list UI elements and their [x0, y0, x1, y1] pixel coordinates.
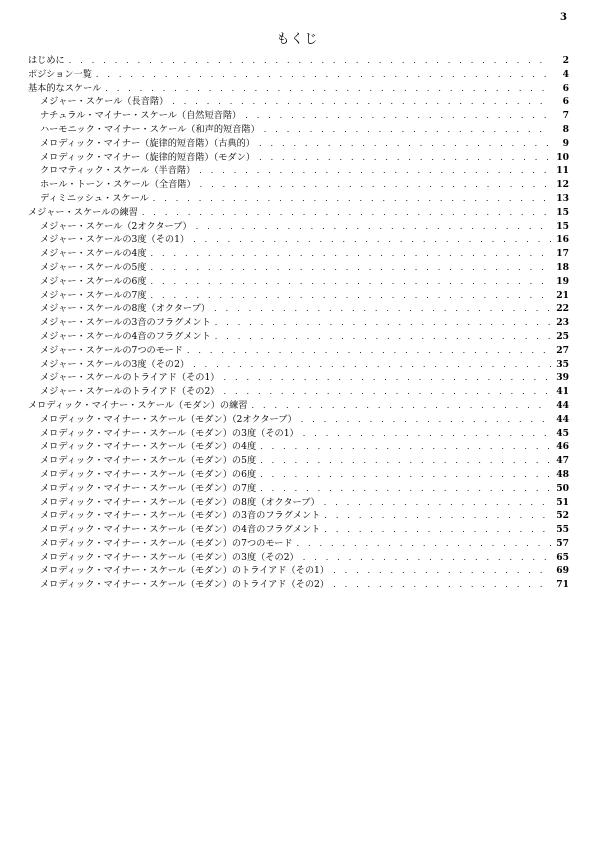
toc-entry-page-number: 51	[556, 496, 569, 508]
toc-section-entry[interactable]	[28, 82, 569, 96]
toc-entry-page-number: 22	[556, 303, 569, 315]
toc-entry-page-number: 25	[556, 330, 569, 342]
toc-section-entry[interactable]	[28, 206, 569, 220]
toc-entry-label: メロディック・マイナー・スケール（モダン）（2オクターブ）	[40, 413, 297, 425]
toc-entry-page-number: 6	[562, 82, 569, 94]
toc-dot-leader	[142, 206, 551, 220]
toc-entry-label: メジャー・スケール（長音階）	[40, 96, 169, 108]
toc-dot-leader	[297, 537, 551, 551]
toc-dot-leader	[324, 509, 551, 523]
toc-entry-label: メジャー・スケールの8度（オクターブ）	[40, 303, 211, 315]
toc-entry-label: メロディック・マイナー・スケール（モダン）の3音のフラグメント	[40, 510, 321, 522]
toc-entry-page-number: 7	[562, 110, 569, 122]
toc-section-entry[interactable]	[28, 399, 569, 413]
toc-entry-page-number: 57	[556, 537, 569, 549]
toc-section-entry[interactable]	[28, 68, 569, 82]
toc-entry-label: メジャー・スケールの3音のフラグメント	[40, 317, 211, 329]
toc-dot-leader	[260, 440, 551, 454]
toc-entry-label: メジャー・スケールの7度	[40, 289, 147, 301]
toc-entry-page-number: 16	[556, 234, 569, 246]
toc-dot-leader	[105, 82, 551, 96]
toc-subsection-entry[interactable]	[28, 233, 569, 247]
toc-subsection-entry[interactable]	[28, 385, 569, 399]
toc-subsection-entry[interactable]	[28, 220, 569, 234]
page-number: 3	[560, 12, 567, 23]
toc-dot-leader	[303, 551, 551, 565]
toc-subsection-entry[interactable]	[28, 413, 569, 427]
toc-subsection-entry[interactable]	[28, 302, 569, 316]
page-title: もくじ	[276, 32, 319, 47]
toc-entry-label: メジャー・スケールの3度（その2）	[40, 358, 190, 370]
toc-entry-label: メジャー・スケールの7つのモード	[40, 344, 183, 356]
toc-subsection-entry[interactable]	[28, 151, 569, 165]
toc-entry-page-number: 18	[556, 261, 569, 273]
toc-dot-leader	[259, 137, 551, 151]
toc-entry-page-number: 13	[556, 192, 569, 204]
toc-entry-page-number: 65	[556, 551, 569, 563]
toc-dot-leader	[151, 289, 551, 303]
toc-subsection-entry[interactable]	[28, 537, 569, 551]
toc-dot-leader	[214, 302, 551, 316]
toc-entry-page-number: 55	[556, 524, 569, 536]
toc-entry-label: メジャー・スケール（2オクターブ）	[40, 220, 192, 232]
toc-entry-label: メロディック・マイナー・スケール（モダン）の8度（オクターブ）	[40, 496, 320, 508]
toc-entry-label: ディミニッシュ・スケール	[40, 192, 149, 204]
toc-entry-page-number: 44	[556, 413, 569, 425]
toc-entry-label: ハーモニック・マイナー・スケール（和声的短音階）	[40, 123, 260, 135]
toc-entry-page-number: 71	[556, 579, 569, 591]
toc-subsection-entry[interactable]	[28, 440, 569, 454]
toc-entry-label: メジャー・スケールのトライアド（その2）	[40, 386, 220, 398]
toc-entry-page-number: 50	[556, 482, 569, 494]
toc-subsection-entry[interactable]	[28, 551, 569, 565]
toc-entry-label: メロディック・マイナー・スケール（モダン）の7度	[40, 482, 257, 494]
toc-dot-leader	[324, 523, 551, 537]
toc-entry-label: メジャー・スケールの4音のフラグメント	[40, 330, 211, 342]
toc-subsection-entry[interactable]	[28, 578, 569, 592]
toc-dot-leader	[333, 564, 551, 578]
toc-entry-label: メジャー・スケールのトライアド（その1）	[40, 372, 220, 384]
toc-dot-leader	[301, 413, 551, 427]
toc-dot-leader	[324, 496, 551, 510]
toc-dot-leader	[224, 385, 552, 399]
toc-dot-leader	[260, 482, 551, 496]
toc-subsection-entry[interactable]	[28, 344, 569, 358]
toc-entry-label: メロディック・マイナー・スケール（モダン）のトライアド（その2）	[40, 579, 330, 591]
toc-entry-label: クロマティック・スケール（半音階）	[40, 165, 196, 177]
toc-dot-leader	[172, 95, 551, 109]
toc-dot-leader	[259, 151, 551, 165]
toc-subsection-entry[interactable]	[28, 95, 569, 109]
toc-dot-leader	[252, 399, 552, 413]
toc-dot-leader	[303, 427, 551, 441]
toc-entry-label: メロディック・マイナー・スケール（モダン）のトライアド（その1）	[40, 565, 330, 577]
toc-entry-label: メロディック・マイナー（旋律的短音階）（古典的）	[40, 137, 255, 149]
toc-dot-leader	[196, 220, 551, 234]
toc-entry-label: はじめに	[28, 55, 65, 66]
toc-entry-page-number: 9	[562, 137, 569, 149]
toc-entry-page-number: 46	[556, 441, 569, 453]
toc-subsection-entry[interactable]	[28, 275, 569, 289]
toc-entry-label: メロディック・マイナー・スケール（モダン）の練習	[28, 399, 248, 411]
toc-entry-page-number: 21	[556, 289, 569, 301]
toc-dot-leader	[333, 578, 551, 592]
toc-dot-leader	[153, 192, 551, 206]
toc-entry-page-number: 48	[556, 468, 569, 480]
toc-entry-label: メジャー・スケールの練習	[28, 206, 138, 218]
toc-entry-label: メロディック・マイナー・スケール（モダン）の7つのモード	[40, 537, 293, 549]
toc-dot-leader	[187, 344, 551, 358]
toc-subsection-entry[interactable]	[28, 123, 569, 137]
toc-entry-page-number: 10	[556, 151, 569, 163]
toc-entry-label: ホール・トーン・スケール（全音階）	[40, 179, 196, 191]
toc-entry-page-number: 17	[556, 248, 569, 260]
toc-entry-label: ナチュラル・マイナー・スケール（自然短音階）	[40, 110, 242, 122]
toc-dot-leader	[151, 247, 551, 261]
toc-subsection-entry[interactable]	[28, 358, 569, 372]
toc-subsection-entry[interactable]	[28, 468, 569, 482]
toc-entry-label: メジャー・スケールの5度	[40, 261, 147, 273]
toc-subsection-entry[interactable]	[28, 192, 569, 206]
toc-subsection-entry[interactable]	[28, 454, 569, 468]
toc-entry-page-number: 12	[556, 179, 569, 191]
toc-subsection-entry[interactable]	[28, 427, 569, 441]
toc-entry-page-number: 52	[556, 510, 569, 522]
toc-subsection-entry[interactable]	[28, 247, 569, 261]
toc-subsection-entry[interactable]	[28, 261, 569, 275]
toc-entry-page-number: 41	[556, 386, 569, 398]
toc-entry-label: メジャー・スケールの4度	[40, 248, 147, 260]
toc-entry-label: ポジション一覧	[28, 68, 92, 80]
toc-dot-leader	[200, 178, 551, 192]
toc-dot-leader	[224, 371, 552, 385]
toc-entry-page-number: 69	[556, 565, 569, 577]
toc-subsection-entry[interactable]	[28, 496, 569, 510]
table-of-contents	[28, 54, 569, 592]
toc-entry-label: メロディック・マイナー・スケール（モダン）の4度	[40, 441, 257, 453]
toc-entry-page-number: 39	[556, 372, 569, 384]
toc-entry-page-number: 6	[562, 96, 569, 108]
toc-subsection-entry[interactable]	[28, 178, 569, 192]
toc-subsection-entry[interactable]	[28, 330, 569, 344]
toc-dot-leader	[96, 68, 551, 82]
toc-entry-label: メロディック・マイナー・スケール（モダン）の4音のフラグメント	[40, 524, 321, 536]
toc-entry-label: メロディック・マイナー・スケール（モダン）の3度（その1）	[40, 427, 299, 439]
toc-entry-page-number: 8	[562, 123, 569, 135]
toc-entry-page-number: 47	[556, 455, 569, 467]
toc-subsection-entry[interactable]	[28, 523, 569, 537]
toc-subsection-entry[interactable]	[28, 289, 569, 303]
toc-entry-page-number: 19	[556, 275, 569, 287]
toc-entry-page-number: 4	[562, 68, 569, 80]
toc-entry-page-number: 44	[556, 399, 569, 411]
toc-entry-label: 基本的なスケール	[28, 82, 102, 94]
toc-entry-page-number: 2	[562, 55, 569, 66]
toc-entry-label: メロディック・マイナー・スケール（モダン）の3度（その2）	[40, 551, 299, 563]
toc-subsection-entry[interactable]	[28, 564, 569, 578]
toc-dot-leader	[260, 468, 551, 482]
toc-entry-page-number: 35	[556, 358, 569, 370]
toc-dot-leader	[151, 261, 551, 275]
toc-entry-page-number: 15	[556, 220, 569, 232]
toc-subsection-entry[interactable]	[28, 509, 569, 523]
toc-subsection-entry[interactable]	[28, 137, 569, 151]
toc-entry-label: メロディック・マイナー（旋律的短音階）（モダン）	[40, 151, 256, 163]
toc-dot-leader	[215, 330, 551, 344]
toc-entry-page-number: 23	[556, 317, 569, 329]
toc-entry-label: メロディック・マイナー・スケール（モダン）の6度	[40, 468, 257, 480]
toc-dot-leader	[245, 109, 551, 123]
toc-dot-leader	[193, 358, 551, 372]
toc-entry-page-number: 15	[556, 206, 569, 218]
toc-entry-page-number: 11	[556, 165, 569, 177]
toc-entry-page-number: 27	[556, 344, 569, 356]
toc-subsection-entry[interactable]	[28, 109, 569, 123]
toc-subsection-entry[interactable]	[28, 371, 569, 385]
toc-entry-label: メジャー・スケールの6度	[40, 275, 147, 287]
toc-dot-leader	[193, 233, 551, 247]
toc-section-entry[interactable]	[28, 54, 569, 68]
toc-subsection-entry[interactable]	[28, 164, 569, 178]
toc-dot-leader	[264, 123, 551, 137]
toc-entry-label: メジャー・スケールの3度（その1）	[40, 234, 190, 246]
toc-dot-leader	[151, 275, 551, 289]
toc-dot-leader	[69, 54, 551, 68]
toc-dot-leader	[215, 316, 551, 330]
toc-entry-label: メロディック・マイナー・スケール（モダン）の5度	[40, 455, 257, 467]
toc-subsection-entry[interactable]	[28, 482, 569, 496]
toc-dot-leader	[260, 454, 551, 468]
toc-dot-leader	[199, 164, 551, 178]
toc-entry-page-number: 45	[556, 427, 569, 439]
toc-subsection-entry[interactable]	[28, 316, 569, 330]
